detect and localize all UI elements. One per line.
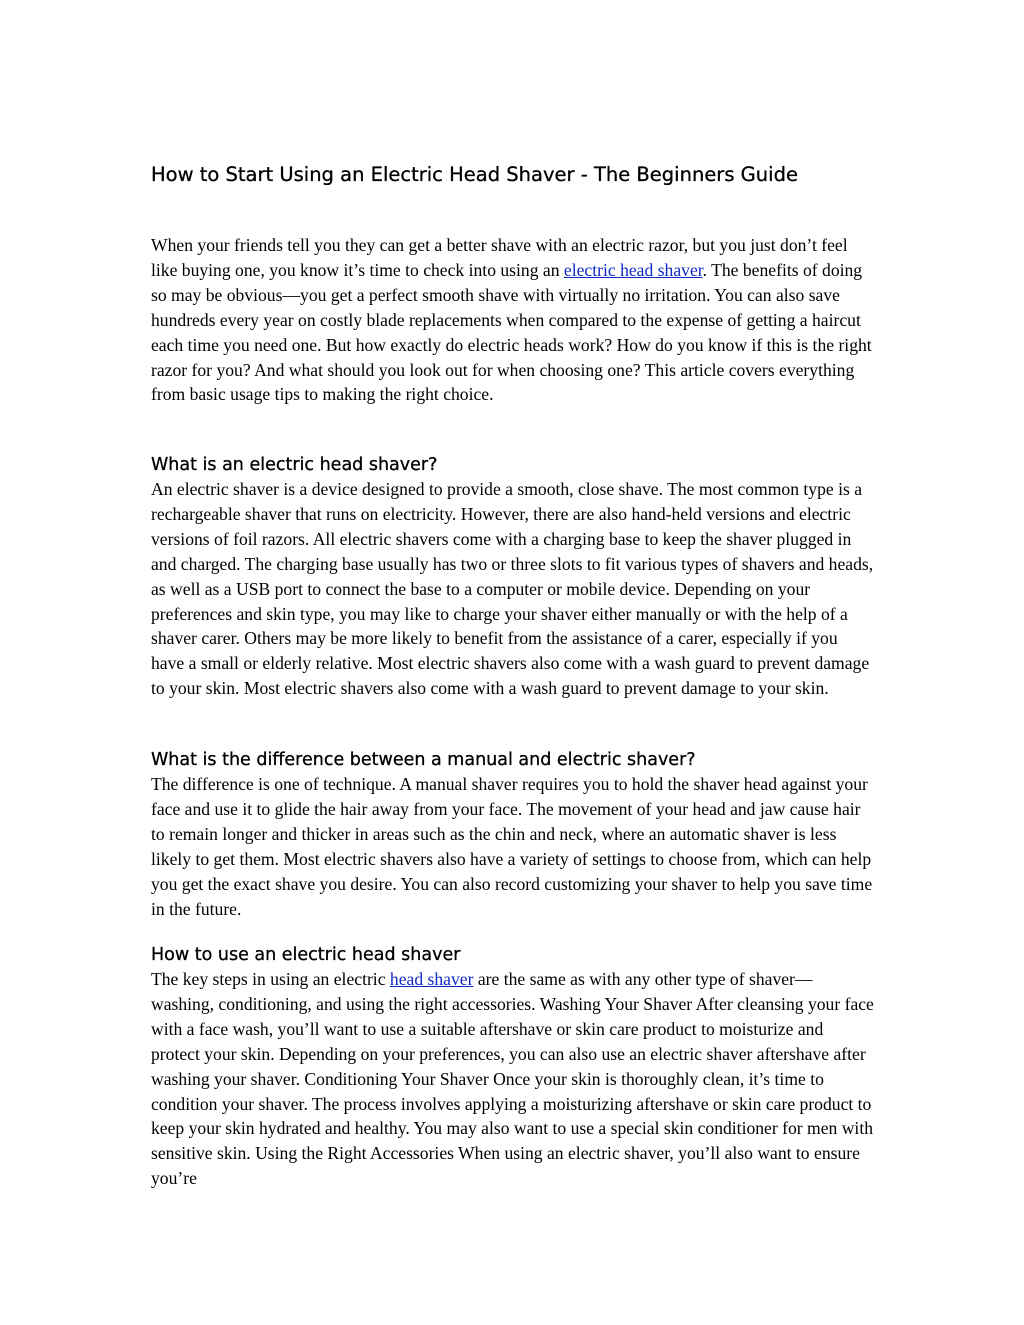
intro-text-after-link: . The benefits of doing so may be obvious—you get a perfect smooth shave with virtually no irritation. You can also save hundreds every year on costly blade replacements when compared to the expense of getting a haircut each time you need one. But how exactly do electric heads work? How do you know if this is the right razor for you? And what should you look out for when choosing one? This article covers everything from basic usage tips to making the right choice. <box>151 259 872 405</box>
section-how-to-use <box>151 942 875 1191</box>
electric-head-shaver-link[interactable]: electric head shaver <box>563 259 703 280</box>
intro-paragraph <box>151 233 875 407</box>
intro-section <box>151 233 875 407</box>
section-heading: How to use an electric head shaver <box>151 945 461 965</box>
section-paragraph: An electric shaver is a device designed to provide a smooth, close shave. The most common type is a rechargeable shaver that runs on electricity. However, there are also hand-held versions and electric versions of foil razors. All electric shavers come with a charging base to keep the shaver plugged in and charged. The charging base usually has two or three slots to fit various types of shavers and heads, as well as a USB port to connect the base to a computer or mobile device. Depending on your preferences and skin type, you may like to charge your shaver either manually or with the help of a shaver carer. Others may be more likely to benefit from the assistance of a carer, especially if you have a small or elderly relative. Most electric shavers also come with a wash guard to prevent damage to your skin. Most electric shavers also come with a wash guard to prevent damage to your skin. <box>151 479 874 699</box>
intro-text-before-link: When your friends tell you they can get a better shave with an electric razor, but you just don’t feel like buying one, you know it’s time to check into using an <box>151 235 848 280</box>
page-title: How to Start Using an Electric Head Shaver - The Beginners Guide <box>151 163 798 186</box>
section-heading: What is the difference between a manual and electric shaver? <box>151 750 696 770</box>
head-shaver-link[interactable]: head shaver <box>389 969 474 989</box>
section-text-after-link: are the same as with any other type of shaver—washing, conditioning, and using the right accessories. Washing Your Shaver After cleansing your face with a face wash, you’ll want to use a suitable aftershave or skin care product to moisturize and protect your skin. Depending on your preferences, you can also use an electric shaver aftershave after washing your shaver. Conditioning Your Shaver Once your skin is thoroughly clean, it’s time to condition your shaver. The process involves applying a moisturizing aftershave or skin care product to keep your skin hydrated and healthy. You may also want to use a special skin conditioner for men with sensitive skin. Using the Right Accessories When using an electric shaver, you’ll also want to ensure you’re <box>151 969 874 1189</box>
section-what-is <box>151 452 875 701</box>
section-paragraph: The difference is one of technique. A manual shaver requires you to hold the shaver head against your face and use it to glide the hair away from your face. The movement of your head and jaw cause hair to remain longer and thicker in areas such as the chin and neck, where an automatic shaver is less likely to get them. Most electric shavers also have a variety of settings to choose from, which can help you get the exact shave you desire. You can also record customizing your shaver to help you save time in the future. <box>151 774 873 919</box>
section-paragraph <box>151 967 875 1191</box>
section-heading: What is an electric head shaver? <box>151 455 438 475</box>
section-difference <box>151 747 875 921</box>
section-text-before-link: The key steps in using an electric <box>151 969 390 989</box>
